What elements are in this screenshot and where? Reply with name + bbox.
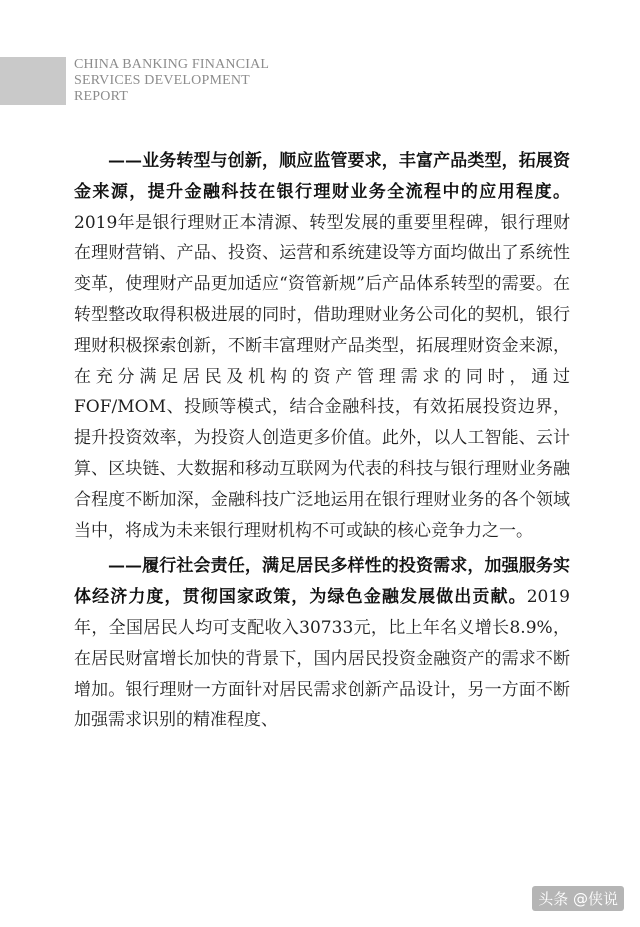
toutiao-watermark: 头条 @侠说 (532, 886, 624, 911)
running-header (74, 57, 334, 105)
paragraph-body: 2019年，全国居民人均可支配收入30733元，比上年名义增长8.9%，在居民财富增长加快的背景下，国内居民投资金融资产的需求不断增加。银行理财一方面针对居民需求创新产品设计，另一方面不断加强需求识别的精准程度、 (74, 587, 570, 731)
body-text (74, 146, 570, 741)
paragraph-lead: ——履行社会责任，满足居民多样性的投资需求，加强服务实体经济力度，贯彻国家政策，为绿色金融发展做出贡献。 (74, 556, 570, 608)
paragraph-social-responsibility (74, 551, 570, 736)
header-line-3: REPORT (74, 89, 129, 104)
header-line-2: SERVICES DEVELOPMENT (74, 73, 250, 88)
paragraph-body: 2019年是银行理财正本清源、转型发展的重要里程碑，银行理财在理财营销、产品、投资、运营和系统建设等方面均做出了系统性变革，使理财产品更加适应“资管新规”后产品体系转型的需要。在转型整改取得积极进展的同时，借助理财业务公司化的契机，银行理财积极探索创新，不断丰富理财产品类型，拓展理财资金来源，在充分满足居民及机构的资产管理需求的同时，通过FOF/MOM、投顾等模式，结合金融科技，有效拓展投资边界，提升投资效率，为投资人创造更多价值。此外，以人工智能、云计算、区块链、大数据和移动互联网为代表的科技与银行理财业务融合程度不断加深，金融科技广泛地运用在银行理财业务的各个领域当中，将成为未来银行理财机构不可或缺的核心竞争力之一。 (74, 212, 570, 541)
header-gray-band (0, 57, 66, 105)
paragraph-business-transformation (74, 146, 570, 546)
paragraph-lead: ——业务转型与创新，顺应监管要求，丰富产品类型，拓展资金来源，提升金融科技在银行理财业务全流程中的应用程度。 (74, 151, 570, 202)
header-line-1: CHINA BANKING FINANCIAL (74, 57, 270, 72)
